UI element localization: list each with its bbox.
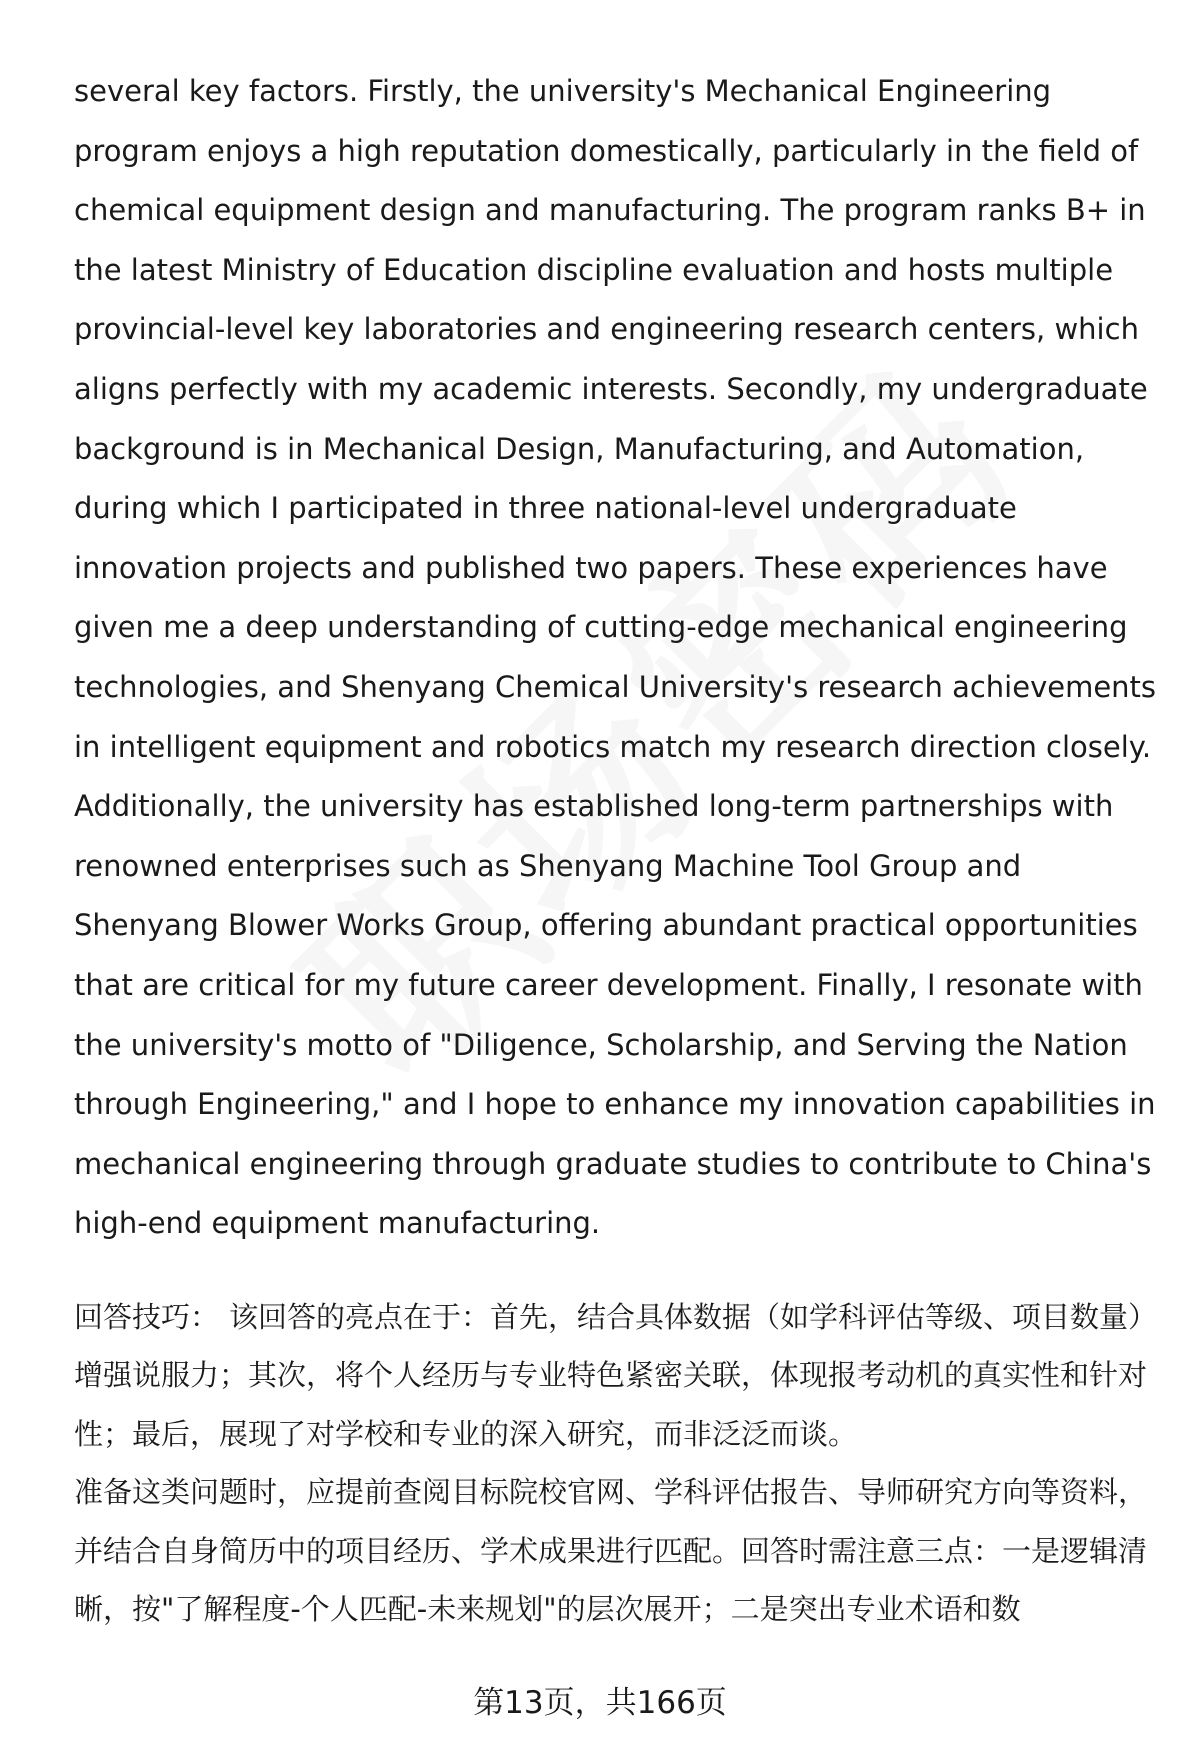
page-number: 第13页，共166页	[473, 1685, 727, 1721]
tips-label: 回答技巧：	[74, 1299, 220, 1334]
page-content	[74, 62, 1164, 1639]
tips-section	[74, 1288, 1164, 1639]
english-answer-paragraph: several key factors. Firstly, the university's Mechanical Engineering program enjoys a high reputation domestically, particularly in the field of chemical equipment design and manufacturing. The program ranks B+ in the latest Ministry of Education discipline evaluation and hosts multiple provincial-level key laboratories and engineering research centers, which aligns perfectly with my academic interests. Secondly, my undergraduate background is in Mechanical Design, Manufacturing, and Automation, during which I participated in three national-level undergraduate innovation projects and published two papers. These experiences have given me a deep understanding of cutting-edge mechanical engineering technologies, and Shenyang Chemical University's research achievements in intelligent equipment and robotics match my research direction closely. Additionally, the university has established long-term partnerships with renowned enterprises such as Shenyang Machine Tool Group and Shenyang Blower Works Group, offering abundant practical opportunities that are critical for my future career development. Finally, I resonate with the university's motto of "Diligence, Scholarship, and Serving the Nation through Engineering," and I hope to enhance my innovation capabilities in mechanical engineering through graduate studies to contribute to China's high-end equipment manufacturing.	[74, 74, 1157, 1241]
tips-text: 该回答的亮点在于：首先，结合具体数据（如学科评估等级、项目数量）增强说服力；其次，将个人经历与专业特色紧密关联，体现报考动机的真实性和针对性；最后，展现了对学校和专业的深入研究，而非泛泛而谈。	[74, 1299, 1158, 1451]
answer-tips-paragraph	[74, 1288, 1164, 1464]
preparation-paragraph: 准备这类问题时，应提前查阅目标院校官网、学科评估报告、导师研究方向等资料，并结合自身简历中的项目经历、学术成果进行匹配。回答时需注意三点：一是逻辑清晰，按"了解程度-个人匹配-未来规划"的层次展开；二是突出专业术语和数	[74, 1475, 1148, 1627]
